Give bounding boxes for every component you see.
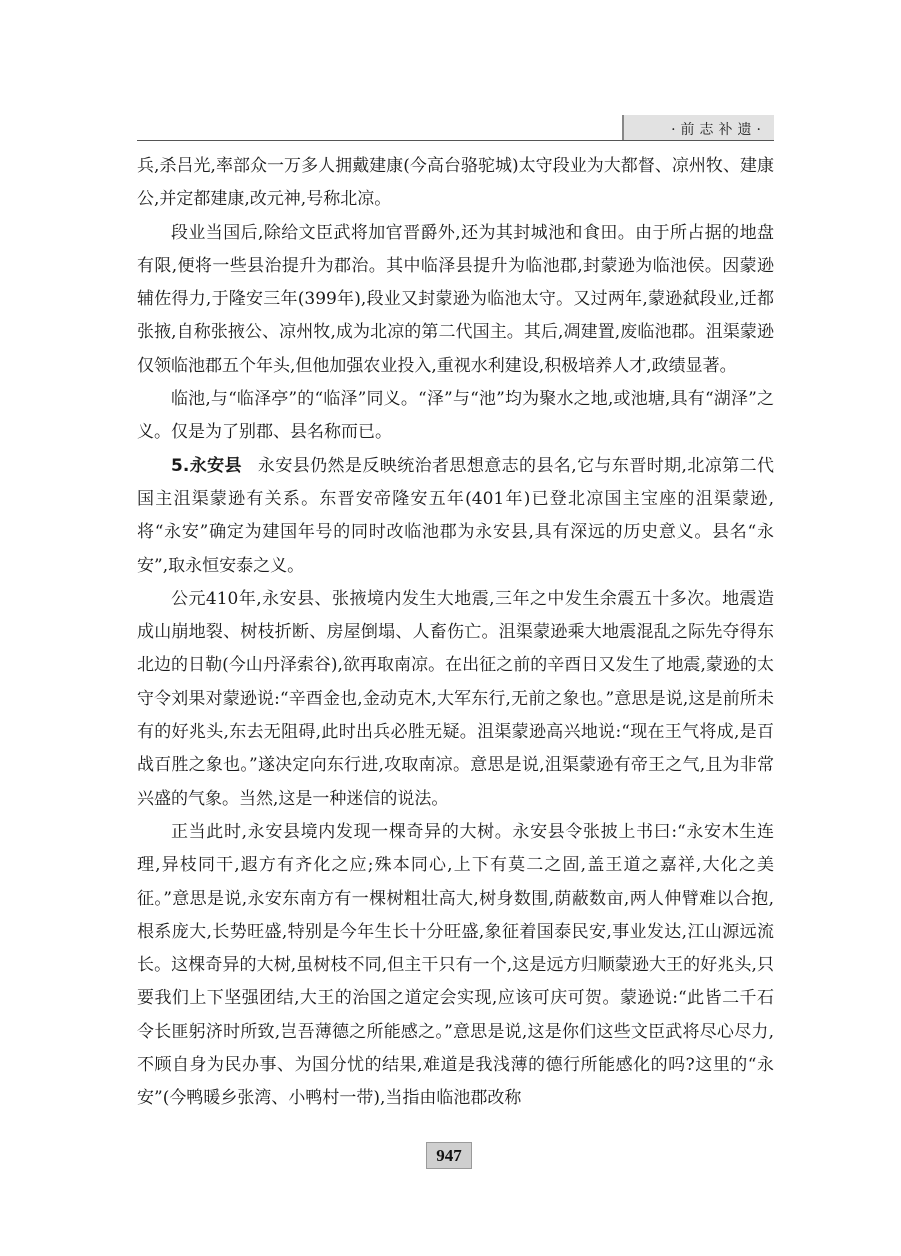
- body-text: [137, 150, 774, 1116]
- section-heading: 5.永安县: [171, 455, 242, 476]
- paragraph-text: 段业当国后,除给文臣武将加官晋爵外,还为其封城池和食田。由于所占据的地盘有限,便将一些县治提升为郡治。其中临泽县提升为临池郡,封蒙逊为临池侯。因蒙逊辅佐得力,于隆安三年(399年),段业又封蒙逊为临池太守。又过两年,蒙逊弑段业,迁都张掖,自称张掖公、凉州牧,成为北凉的第二代国主。其后,凋建置,废临池郡。沮渠蒙逊仅领临池郡五个年头,但他加强农业投入,重视水利建设,积极培养人才,政绩显著。: [137, 222, 774, 376]
- page-number-box: [426, 1142, 472, 1169]
- paragraph-text: 临池,与“临泽亭”的“临泽”同义。“泽”与“池”均为聚水之地,或池塘,具有“湖泽”之义。仅是为了别郡、县名称而已。: [137, 389, 774, 443]
- paragraph: [137, 450, 774, 583]
- paragraph-text: 公元410年,永安县、张掖境内发生大地震,三年之中发生余震五十多次。地震造成山崩地裂、树枝折断、房屋倒塌、人畜伤亡。沮渠蒙逊乘大地震混乱之际先夺得东北边的日勒(今山丹泽索谷),欲再取南凉。在出征之前的辛酉日又发生了地震,蒙逊的太守令刘果对蒙逊说:“辛酉金也,金动克木,大军东行,无前之象也。”意思是说,这是前所未有的好兆头,东去无阻碍,此时出兵必胜无疑。沮渠蒙逊高兴地说:“现在王气将成,是百战百胜之象也。”遂决定向东行进,攻取南凉。意思是说,沮渠蒙逊有帝王之气,且为非常兴盛的气象。当然,这是一种迷信的说法。: [137, 588, 774, 809]
- paragraph-text: 兵,杀吕光,率部众一万多人拥戴建康(今高台骆驼城)太守段业为大都督、凉州牧、建康公,并定都建康,改元神,号称北凉。: [137, 156, 774, 210]
- paragraph-text: 正当此时,永安县境内发现一棵奇异的大树。永安县令张披上书曰:“永安木生连理,异枝同干,遐方有齐化之应;殊本同心,上下有莫二之固,盖王道之嘉祥,大化之美征。”意思是说,永安东南方有一棵树粗壮高大,树身数围,荫蔽数亩,两人伸臂难以合抱,根系庞大,长势旺盛,特别是今年生长十分旺盛,象征着国泰民安,事业发达,江山源远流长。这棵奇异的大树,虽树枝不同,但主干只有一个,这是远方归顺蒙逊大王的好兆头,只要我们上下坚强团结,大王的治国之道定会实现,应该可庆可贺。蒙逊说:“此皆二千石令长匪躬济时所致,岂吾薄德之所能感之。”意思是说,这是你们这些文臣武将尽心尽力,不顾自身为民办事、为国分忧的结果,难道是我浅薄的德行所能感化的吗?这里的“永安”(今鸭暖乡张湾、小鸭村一带),当指由临池郡改称: [137, 821, 774, 1109]
- header-rule: [137, 140, 774, 141]
- paragraph: [137, 383, 774, 450]
- header-tab: [622, 115, 774, 140]
- running-header: [137, 115, 774, 141]
- paragraph: [137, 150, 774, 217]
- paragraph: [137, 816, 774, 1116]
- paragraph: [137, 583, 774, 816]
- page-number: 947: [436, 1146, 462, 1165]
- paragraph: [137, 217, 774, 383]
- header-title: ·前志补遗·: [671, 122, 766, 138]
- paragraph-text: 永安县仍然是反映统治者思想意志的县名,它与东晋时期,北凉第二代国主沮渠蒙逊有关系。东晋安帝隆安五年(401年)已登北凉国主宝座的沮渠蒙逊,将“永安”确定为建国年号的同时改临池郡为永安县,具有深远的历史意义。县名“永安”,取永恒安泰之义。: [137, 455, 774, 576]
